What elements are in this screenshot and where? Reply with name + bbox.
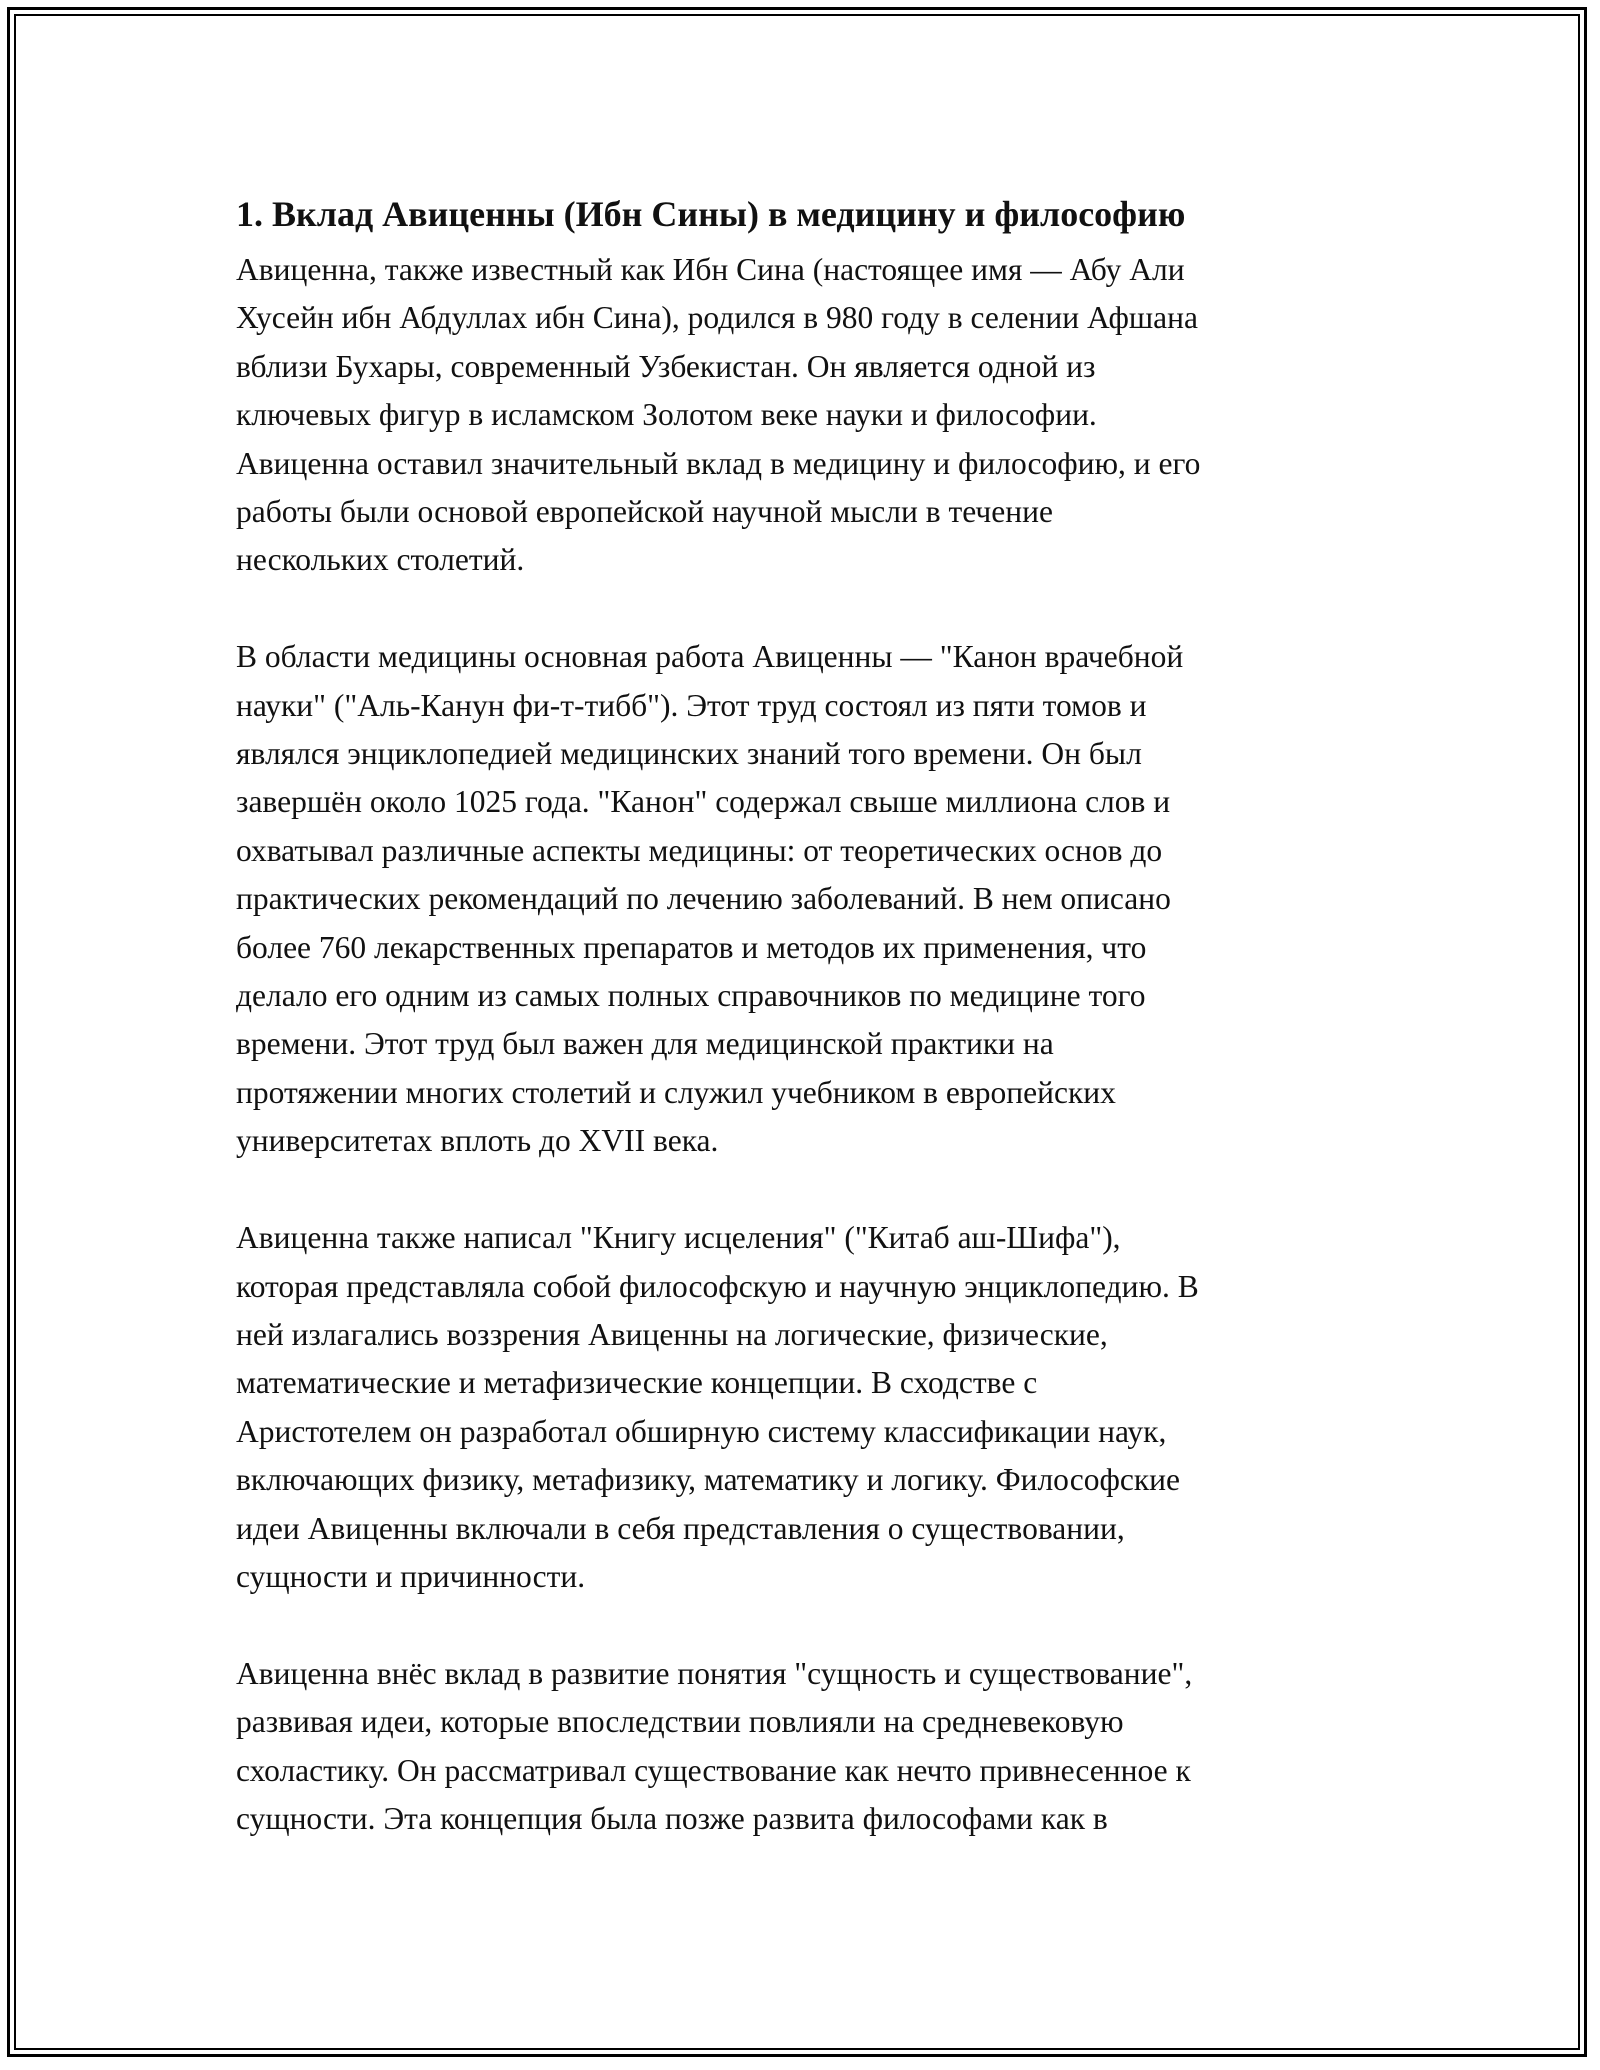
text-line: сущности и причинности. [236,1558,586,1594]
text-line: ключевых фигур в исламском Золотом веке науки и философии. [236,397,1097,433]
text-line: сущности. Эта концепция была позже развита философами как в [236,1800,1108,1836]
text-line: Авиценна также написал "Книгу исцеления" ("Китаб аш-Шифа"), [236,1220,1121,1256]
text-line: работы были основой европейской научной мысли в течение [236,494,1053,530]
text-line: Авиценна оставил значительный вклад в медицину и философию, и его [236,445,1201,481]
paragraph-3 [236,1214,1376,1601]
text-line: Аристотелем он разработал обширную систему классификации наук, [236,1413,1167,1449]
text-line: охватывал различные аспекты медицины: от теоретических основ до [236,832,1163,868]
text-line: развивая идеи, которые впоследствии повлияли на средневековую [236,1704,1124,1740]
document-body [236,186,1376,1892]
text-line: университетах вплоть до XVII века. [236,1123,719,1159]
text-line: Авиценна внёс вклад в развитие понятия "сущность и существование", [236,1655,1193,1691]
text-line: вблизи Бухары, современный Узбекистан. Он является одной из [236,348,1096,384]
text-line: математические и метафизические концепции. В сходстве с [236,1365,1038,1401]
text-line: включающих физику, метафизику, математику и логику. Философские [236,1462,1180,1498]
text-line: более 760 лекарственных препаратов и методов их применения, что [236,929,1147,965]
text-line: времени. Этот труд был важен для медицинской практики на [236,1026,1054,1062]
text-line: Хусейн ибн Абдуллах ибн Сина), родился в 980 году в селении Афшана [236,300,1198,336]
text-line: практических рекомендаций по лечению заболеваний. В нем описано [236,881,1171,917]
paragraphs-container [236,246,1376,1843]
text-line: протяжении многих столетий и служил учебником в европейских [236,1074,1116,1110]
text-line: которая представляла собой философскую и научную энциклопедию. В [236,1268,1199,1304]
paragraph-1 [236,246,1376,585]
text-line: В области медицины основная работа Авиценны — "Канон врачебной [236,639,1184,675]
text-line: ней излагались воззрения Авиценны на логические, физические, [236,1316,1108,1352]
text-line: схоластику. Он рассматривал существование как нечто привнесенное к [236,1752,1191,1788]
paragraph-2 [236,633,1376,1165]
paragraph-4 [236,1650,1376,1844]
text-line: науки" ("Аль-Канун фи-т-тибб"). Этот труд состоял из пяти томов и [236,687,1147,723]
text-line: нескольких столетий. [236,542,525,578]
text-line: Авиценна, также известный как Ибн Сина (настоящее имя — Абу Али [236,252,1185,287]
text-line: завершён около 1025 года. "Канон" содержал свыше миллиона слов и [236,784,1171,820]
text-line: делало его одним из самых полных справочников по медицине того [236,978,1146,1014]
section-heading: 1. Вклад Авиценны (Ибн Сины) в медицину и философию [236,194,1186,234]
text-line: идеи Авиценны включали в себя представления о существовании, [236,1510,1125,1546]
text-line: являлся энциклопедией медицинских знаний того времени. Он был [236,736,1142,772]
